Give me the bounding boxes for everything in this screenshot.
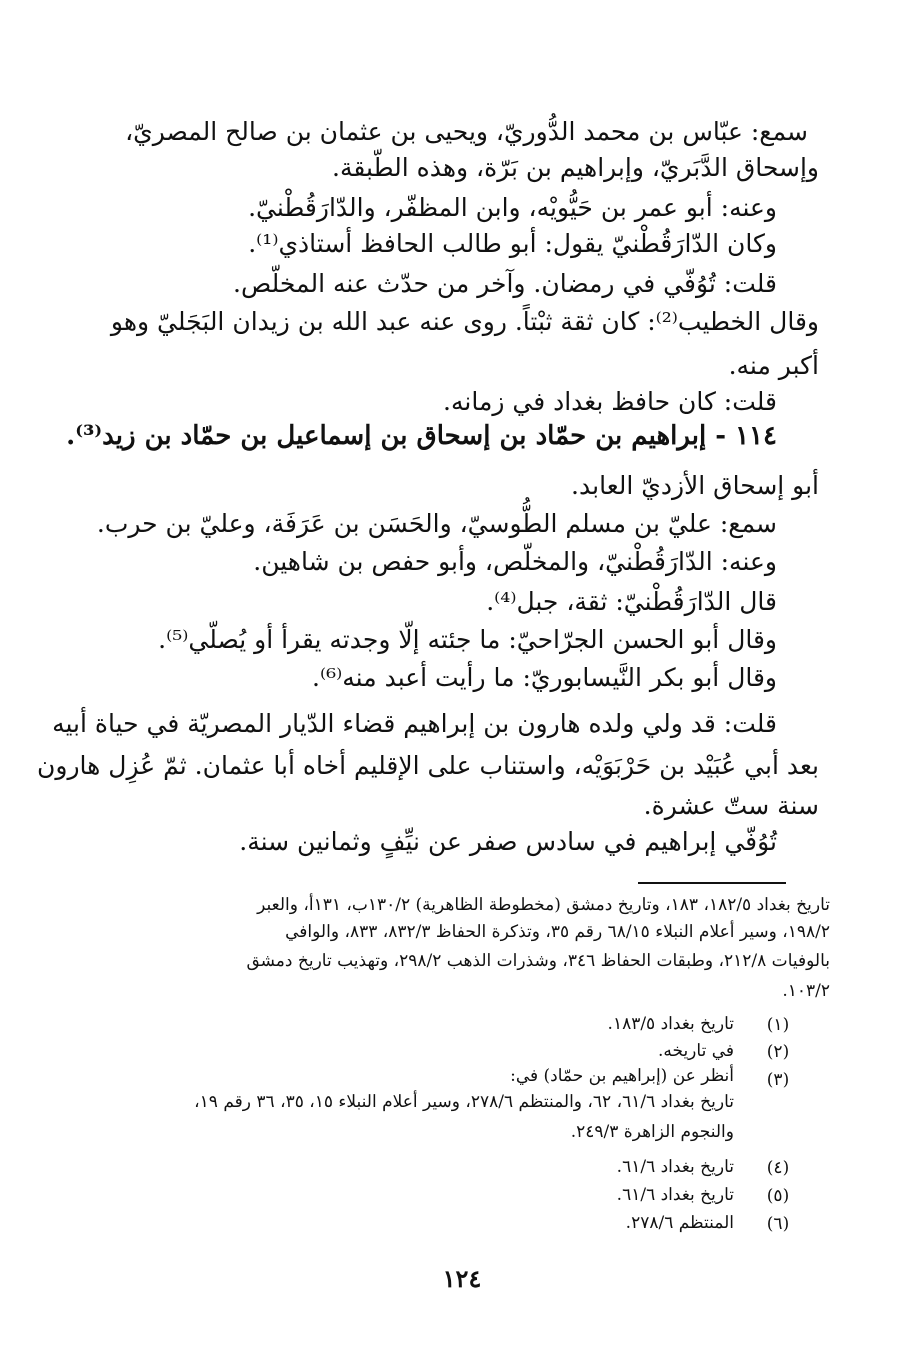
- body-line: وقال أبو بكر النَّيسابوريّ: ما رأيت أعبد منه⁽⁶⁾.: [312, 663, 777, 692]
- footnote-text: في تاريخه.: [657, 1041, 734, 1061]
- footnote-number: (٦): [766, 1214, 790, 1234]
- body-line: سنة ستّ عشرة.: [643, 791, 819, 820]
- body-line: أبو إسحاق الأزديّ العابد.: [571, 471, 819, 500]
- footnote-text: أنظر عن (إبراهيم بن حمّاد) في:: [510, 1066, 734, 1086]
- footnote-text: والنجوم الزاهرة ٢٤٩/٣.: [570, 1122, 734, 1142]
- body-line: وعنه: الدّارَقُطْنيّ، والمخلّص، وأبو حفص بن شاهين.: [253, 547, 777, 576]
- body-line: قلت: تُوُفّي في رمضان. وآخر من حدّث عنه المخلّص.: [233, 269, 777, 298]
- intro-footnote-line: بالوفيات ٢١٢/٨، وطبقات الحفاظ ٣٤٦، وشذرات الذهب ٢٩٨/٢، وتهذيب تاريخ دمشق: [246, 951, 830, 971]
- body-line: وعنه: أبو عمر بن حَيُّويْه، وابن المظفّر، والدّارَقُطْنيّ.: [248, 193, 777, 222]
- body-line: قال الدّارَقُطْنيّ: ثقة، جبل⁽⁴⁾.: [486, 587, 777, 616]
- footnote-number: (١): [766, 1015, 790, 1035]
- body-line: وكان الدّارَقُطْنيّ يقول: أبو طالب الحافظ أستاذي⁽¹⁾.: [248, 229, 777, 258]
- body-line: تُوُفّي إبراهيم في سادس صفر عن نيِّفٍ وثمانين سنة.: [239, 827, 777, 856]
- intro-footnote-line: ١٩٨/٢، وسير أعلام النبلاء ٦٨/١٥ رقم ٣٥، وتذكرة الحفاظ ٨٣٢/٣، ٨٣٣، والوافي: [285, 922, 830, 942]
- intro-footnote-line: ١٠٣/٢.: [782, 981, 830, 1001]
- body-line: بعد أبي عُبَيْد بن حَرْبَوَيْه، واستناب على الإقليم أخاه أبا عثمان. ثمّ عُزِل هارون: [37, 751, 819, 780]
- footnote-separator: [638, 882, 786, 884]
- footnote-text: تاريخ بغداد ١٨٣/٥.: [607, 1014, 734, 1034]
- footnote-number: (٣): [766, 1070, 790, 1090]
- footnote-text: تاريخ بغداد ٦١/٦.: [616, 1157, 734, 1177]
- entry-heading: ١١٤ - إبراهيم بن حمّاد بن إسحاق بن إسماعيل بن حمّاد بن زيد⁽³⁾.: [66, 421, 777, 451]
- body-line: وقال أبو الحسن الجرّاحيّ: ما جئته إلّا وجدته يقرأ أو يُصلّي⁽⁵⁾.: [158, 625, 777, 654]
- footnote-text: تاريخ بغداد ٦١/٦، ٦٢، والمنتظم ٢٧٨/٦، وسير أعلام النبلاء ١٥، ٣٥، ٣٦ رقم ١٩،: [194, 1092, 734, 1112]
- page-number: ١٢٤: [442, 1264, 482, 1293]
- footnote-number: (٢): [766, 1042, 790, 1062]
- footnote-text: تاريخ بغداد ٦١/٦.: [616, 1185, 734, 1205]
- intro-footnote-line: تاريخ بغداد ١٨٢/٥، ١٨٣، وتاريخ دمشق (مخطوطة الظاهرية) ١٣٠/٢ب، ١٣١أ، والعبر: [257, 895, 830, 915]
- body-line: أكبر منه.: [728, 351, 819, 380]
- body-line: قلت: كان حافظ بغداد في زمانه.: [443, 387, 777, 416]
- footnote-number: (٥): [766, 1186, 790, 1206]
- footnote-text: المنتظم ٢٧٨/٦.: [625, 1213, 734, 1233]
- body-line: قلت: قد ولي ولده هارون بن إبراهيم قضاء الدّيار المصريّة في حياة أبيه: [52, 709, 777, 738]
- footnote-number: (٤): [766, 1158, 790, 1178]
- body-line: وإسحاق الدَّبَريّ، وإبراهيم بن بَرّة، وهذه الطّبقة.: [332, 153, 819, 182]
- body-line: وقال الخطيب⁽²⁾: كان ثقة ثبْتاً. روى عنه عبد الله بن زيدان البَجَليّ وهو: [110, 307, 819, 336]
- body-line: سمع: عبّاس بن محمد الدُّوريّ، ويحيى بن عثمان بن صالح المصريّ،: [125, 117, 808, 146]
- body-line: سمع: عليّ بن مسلم الطُّوسيّ، والحَسَن بن عَرَفَة، وعليّ بن حرب.: [96, 509, 777, 538]
